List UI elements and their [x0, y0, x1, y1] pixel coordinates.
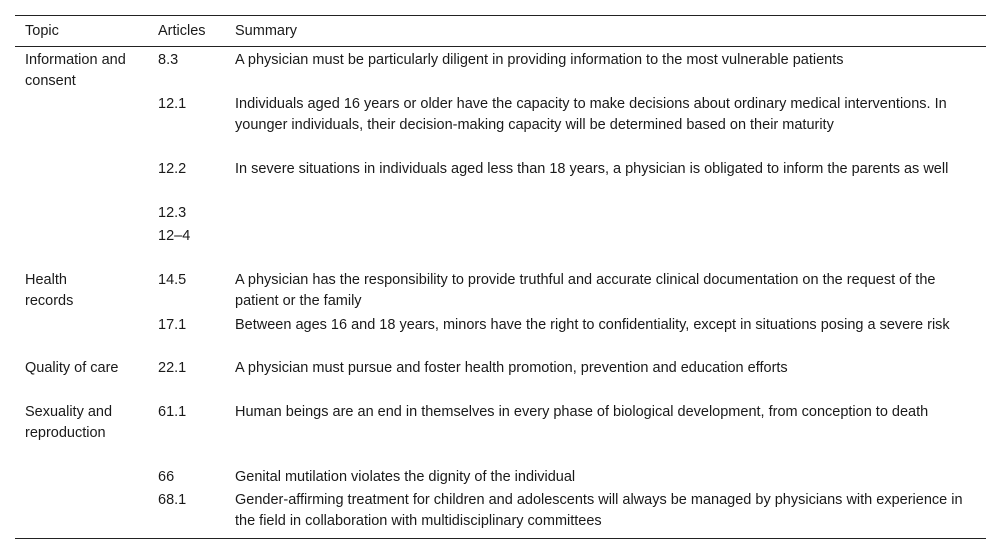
article-cell: 68.1 [158, 492, 187, 508]
table-top-rule [15, 15, 986, 16]
summary-cell: Individuals aged 16 years or older have the capacity to make decisions about ordinary medical interventions. In younger individuals, their decision-making capacity will be determined based on their maturity [235, 96, 947, 133]
article-cell: 61.1 [158, 404, 187, 420]
article-cell: 14.5 [158, 272, 187, 288]
article-cell: 66 [158, 469, 175, 485]
article-cell: 12–4 [158, 228, 191, 244]
summary-cell: A physician has the responsibility to provide truthful and accurate clinical documentation on the request of the patient or the family [235, 272, 936, 309]
topic-cell: Information and consent [25, 52, 126, 89]
summary-cell: Between ages 16 and 18 years, minors have the right to confidentiality, except in situations posing a severe risk [235, 317, 950, 333]
summary-cell: Gender-affirming treatment for children and adolescents will always be managed by physicians with experience in the field in collaboration with multidisciplinary committees [235, 492, 963, 529]
summary-cell: In severe situations in individuals aged less than 18 years, a physician is obligated to inform the parents as well [235, 161, 949, 177]
article-cell: 12.3 [158, 205, 187, 221]
summary-cell: Genital mutilation violates the dignity of the individual [235, 469, 576, 485]
article-cell: 8.3 [158, 52, 179, 68]
article-cell: 17.1 [158, 317, 187, 333]
article-cell: 22.1 [158, 360, 187, 376]
article-cell: 12.1 [158, 96, 187, 112]
header-rule [15, 46, 986, 47]
topic-cell: Quality of care [25, 360, 119, 376]
header-articles: Articles [158, 23, 206, 39]
table-bottom-rule [15, 538, 986, 539]
topic-cell: Sexuality and reproduction [25, 404, 113, 441]
header-summary: Summary [235, 23, 298, 39]
summary-cell: A physician must be particularly diligent in providing information to the most vulnerable patients [235, 52, 844, 68]
summary-cell: Human beings are an end in themselves in every phase of biological development, from conception to death [235, 404, 929, 420]
summary-cell: A physician must pursue and foster health promotion, prevention and education efforts [235, 360, 788, 376]
header-topic: Topic [25, 23, 59, 39]
topic-cell: Health records [25, 272, 74, 309]
article-cell: 12.2 [158, 161, 187, 177]
